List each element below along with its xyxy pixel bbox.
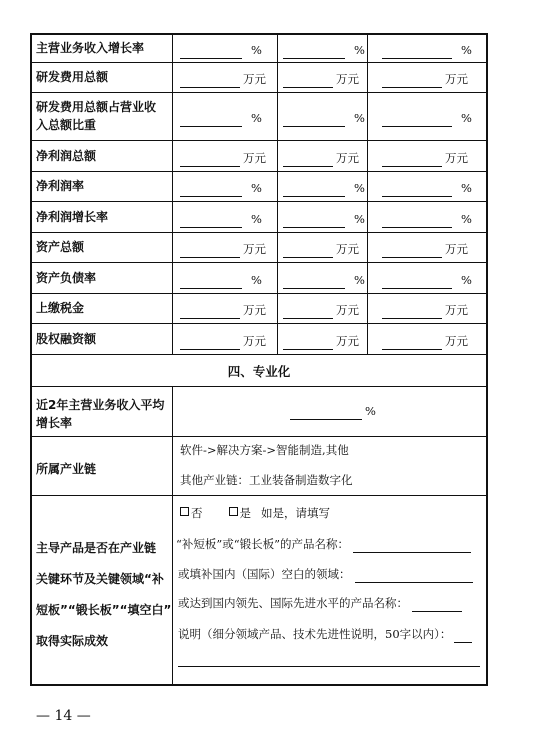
finance-value-cell <box>283 332 359 350</box>
finance-unit: % <box>354 42 365 57</box>
table-row-divider <box>30 171 488 172</box>
table-row-divider <box>30 201 488 202</box>
finance-value-cell <box>283 271 365 289</box>
finance-value-blank[interactable] <box>382 45 452 59</box>
product-row-label: 主导产品是否在产业链 关键环节及关键领域“补 短板”“锻长板”“填空白” 取得实际成效 <box>36 541 172 648</box>
finance-value-cell <box>382 149 468 167</box>
finance-row-label: 净利润率 <box>36 179 85 193</box>
finance-unit: % <box>251 211 262 226</box>
finance-value-cell <box>180 301 266 319</box>
table-row-divider <box>30 354 488 355</box>
finance-value-blank[interactable] <box>382 244 442 258</box>
product-line-d: 说明（细分领域产品、技术先进性说明，50字以内）： <box>178 625 475 643</box>
finance-value-cell <box>283 41 365 59</box>
finance-unit: 万元 <box>243 303 266 317</box>
product-line-c-blank[interactable] <box>412 598 462 612</box>
finance-value-cell <box>283 179 365 197</box>
yes-checkbox[interactable] <box>229 507 238 516</box>
finance-unit: 万元 <box>445 150 468 165</box>
finance-value-cell <box>382 240 468 258</box>
chain-line-1: 软件->解决方案->智能制造,其他 <box>180 443 349 457</box>
finance-value-cell <box>283 301 359 319</box>
finance-value-cell <box>180 240 266 258</box>
finance-value-cell <box>283 109 365 127</box>
finance-value-blank[interactable] <box>283 214 345 228</box>
finance-unit: 万元 <box>336 72 359 86</box>
finance-unit: % <box>354 111 365 125</box>
finance-row-label: 上缴税金 <box>36 301 85 315</box>
product-line-b: 或填补国内（国际）空白的领域： <box>178 565 476 583</box>
finance-value-blank[interactable] <box>180 305 240 319</box>
finance-value-cell <box>382 70 468 88</box>
finance-unit: 万元 <box>336 150 359 165</box>
finance-value-blank[interactable] <box>382 214 452 228</box>
finance-value-cell <box>283 210 365 228</box>
finance-unit: 万元 <box>445 242 468 256</box>
product-line-d-blank[interactable] <box>454 629 472 643</box>
product-choice-line <box>180 504 330 522</box>
finance-row-label: 研发费用总额 <box>36 70 109 84</box>
table-row-divider <box>30 92 488 93</box>
finance-value-blank[interactable] <box>382 183 452 197</box>
table-row-divider <box>30 495 488 496</box>
finance-value-cell <box>180 179 262 197</box>
finance-value-cell <box>180 332 266 350</box>
finance-unit: % <box>354 211 365 226</box>
table-row-divider <box>30 262 488 263</box>
finance-unit: 万元 <box>336 333 359 348</box>
finance-value-cell <box>283 149 359 167</box>
finance-value-blank[interactable] <box>382 153 442 167</box>
finance-unit: 万元 <box>336 242 359 256</box>
finance-value-blank[interactable] <box>283 244 333 258</box>
finance-value-cell <box>180 271 262 289</box>
growth-row-label: 近2年主营业务收入平均 增长率 <box>36 398 165 430</box>
section-title: 四、专业化 <box>227 364 291 379</box>
finance-row-label: 净利润增长率 <box>36 209 109 224</box>
product-line-c: 或达到国内领先、国际先进水平的产品名称： <box>178 594 465 612</box>
product-line-a: “补短板”或“锻长板”的产品名称： <box>176 535 474 553</box>
finance-value-blank[interactable] <box>180 153 240 167</box>
finance-value-cell <box>382 271 472 289</box>
finance-unit: % <box>461 181 472 195</box>
finance-value-blank[interactable] <box>283 336 333 350</box>
table-column-divider <box>172 386 173 686</box>
table-column-divider <box>367 33 368 354</box>
finance-value-blank[interactable] <box>180 214 242 228</box>
yes-label: 是 <box>239 506 251 520</box>
finance-value-cell <box>382 41 472 59</box>
finance-unit: % <box>354 181 365 195</box>
finance-value-cell <box>382 179 472 197</box>
finance-value-blank[interactable] <box>180 244 240 258</box>
finance-unit: 万元 <box>243 242 266 256</box>
finance-value-cell <box>382 109 472 127</box>
finance-value-cell <box>180 70 266 88</box>
finance-row-label: 研发费用总额占营业收 入总额比重 <box>36 100 157 132</box>
finance-value-cell <box>180 109 262 127</box>
table-column-divider <box>277 33 278 354</box>
finance-value-cell <box>382 332 468 350</box>
no-label: 否 <box>191 506 203 520</box>
finance-unit: 万元 <box>243 150 266 165</box>
finance-row-label: 股权融资额 <box>36 331 97 346</box>
finance-row-label: 净利润总额 <box>36 148 97 163</box>
finance-value-blank[interactable] <box>283 183 345 197</box>
finance-unit: 万元 <box>336 303 359 317</box>
finance-unit: % <box>354 272 365 287</box>
finance-value-blank[interactable] <box>180 183 242 197</box>
finance-value-blank[interactable] <box>283 153 333 167</box>
table-row-divider <box>30 140 488 141</box>
finance-value-blank[interactable] <box>283 74 333 88</box>
finance-unit: % <box>251 272 262 287</box>
finance-unit: % <box>251 111 262 125</box>
finance-value-blank[interactable] <box>283 305 333 319</box>
finance-value-blank[interactable] <box>283 113 345 127</box>
table-row-divider <box>30 323 488 324</box>
finance-value-cell <box>180 41 262 59</box>
table-row-divider <box>30 62 488 63</box>
finance-value-blank[interactable] <box>180 336 240 350</box>
finance-value-blank[interactable] <box>283 275 345 289</box>
finance-unit: 万元 <box>445 303 468 317</box>
finance-unit: 万元 <box>445 333 468 348</box>
growth-blank[interactable] <box>290 406 362 420</box>
finance-row-label: 资产总额 <box>36 240 85 254</box>
finance-value-blank[interactable] <box>180 45 242 59</box>
finance-value-cell <box>382 301 468 319</box>
finance-value-blank[interactable] <box>382 74 442 88</box>
finance-value-blank[interactable] <box>382 305 442 319</box>
table-row-divider <box>30 232 488 233</box>
if-yes-text: 如是，请填写 <box>261 506 330 520</box>
no-checkbox[interactable] <box>180 507 189 516</box>
finance-value-blank[interactable] <box>180 74 240 88</box>
finance-value-cell <box>283 240 359 258</box>
finance-unit: % <box>251 181 262 195</box>
finance-unit: % <box>461 272 472 287</box>
finance-unit: % <box>251 42 262 57</box>
finance-value-cell <box>180 149 266 167</box>
product-extra-line[interactable] <box>178 666 480 667</box>
finance-value-blank[interactable] <box>382 336 442 350</box>
chain-row-label: 所属产业链 <box>36 462 97 476</box>
finance-value-blank[interactable] <box>180 275 242 289</box>
finance-value-blank[interactable] <box>283 45 345 59</box>
finance-value-blank[interactable] <box>180 113 242 127</box>
finance-row-label: 主营业务收入增长率 <box>36 40 145 55</box>
finance-unit: % <box>461 211 472 226</box>
finance-unit: 万元 <box>445 72 468 86</box>
table-row-divider <box>30 436 488 437</box>
finance-value-cell <box>180 210 262 228</box>
finance-value-blank[interactable] <box>382 113 452 127</box>
page-number: — 14 — <box>36 708 91 724</box>
finance-row-label: 资产负债率 <box>36 270 97 285</box>
growth-unit: % <box>365 404 376 418</box>
finance-unit: 万元 <box>243 72 266 86</box>
finance-value-blank[interactable] <box>382 275 452 289</box>
product-line-b-blank[interactable] <box>355 569 473 583</box>
table-row-divider <box>30 386 488 387</box>
finance-unit: 万元 <box>243 333 266 348</box>
finance-unit: % <box>461 111 472 125</box>
finance-value-cell <box>382 210 472 228</box>
product-line-a-blank[interactable] <box>353 539 471 553</box>
table-row-divider <box>30 293 488 294</box>
finance-value-cell <box>283 70 359 88</box>
chain-line-2: 其他产业链：工业装备制造数字化 <box>180 473 353 487</box>
growth-row-value <box>290 402 376 420</box>
finance-unit: % <box>461 42 472 57</box>
table-column-divider <box>172 33 173 354</box>
